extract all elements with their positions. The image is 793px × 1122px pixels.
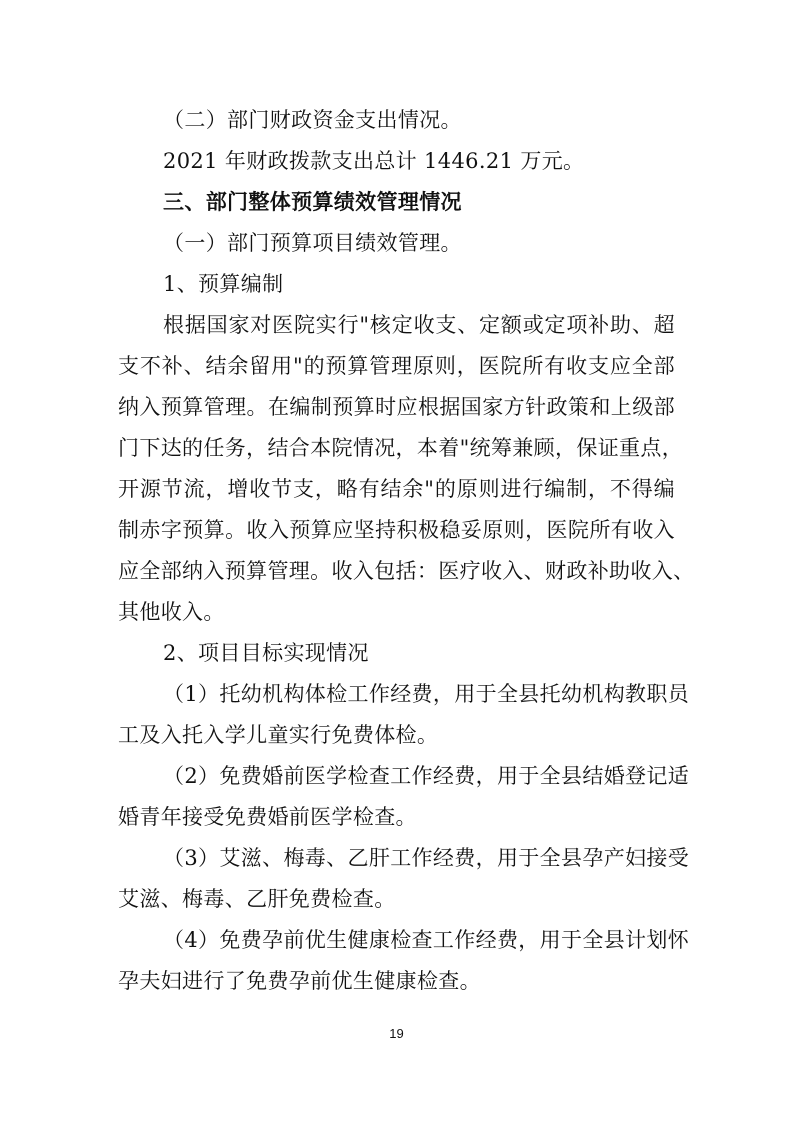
item-title-budget: 1、预算编制 (163, 272, 284, 296)
list-item-continuation: 艾滋、梅毒、乙肝免费检查。 (118, 887, 396, 911)
list-item-continuation: 工及入托入学儿童实行免费体检。 (118, 723, 439, 747)
list-item-continuation: 婚青年接受免费婚前医学检查。 (118, 805, 417, 829)
list-item: （1）托幼机构体检工作经费，用于全县托幼机构教职员 (163, 682, 690, 706)
paragraph-line: 支不补、结余留用"的预算管理原则，医院所有收支应全部 (118, 354, 675, 378)
paragraph-line: 应全部纳入预算管理。收入包括：医疗收入、财政补助收入、 (118, 559, 695, 583)
subsection-title-1: （一）部门预算项目绩效管理。 (163, 231, 462, 255)
paragraph-line: 开源节流，增收节支，略有结余"的原则进行编制，不得编 (118, 477, 675, 501)
list-item: （3）艾滋、梅毒、乙肝工作经费，用于全县孕产妇接受 (163, 846, 690, 870)
paragraph-line: 纳入预算管理。在编制预算时应根据国家方针政策和上级部 (118, 395, 675, 419)
paragraph-line: 制赤字预算。收入预算应坚持积极稳妥原则，医院所有收入 (118, 518, 675, 542)
list-item: （2）免费婚前医学检查工作经费，用于全县结婚登记适 (163, 764, 690, 788)
section-heading-3: 三、部门整体预算绩效管理情况 (163, 190, 462, 214)
list-item: （4）免费孕前优生健康检查工作经费，用于全县计划怀 (163, 928, 690, 952)
paragraph-line: 门下达的任务，结合本院情况，本着"统筹兼顾，保证重点， (118, 436, 684, 460)
paragraph-line: 根据国家对医院实行"核定收支、定额或定项补助、超 (163, 313, 675, 337)
paragraph-line: 2021 年财政拨款支出总计 1446.21 万元。 (163, 149, 585, 173)
item-title-targets: 2、项目目标实现情况 (163, 641, 369, 665)
paragraph-line: 其他收入。 (118, 600, 225, 624)
list-item-continuation: 孕夫妇进行了免费孕前优生健康检查。 (118, 969, 481, 993)
page-number: 19 (389, 1026, 404, 1041)
subsection-title-2: （二）部门财政资金支出情况。 (163, 108, 462, 132)
